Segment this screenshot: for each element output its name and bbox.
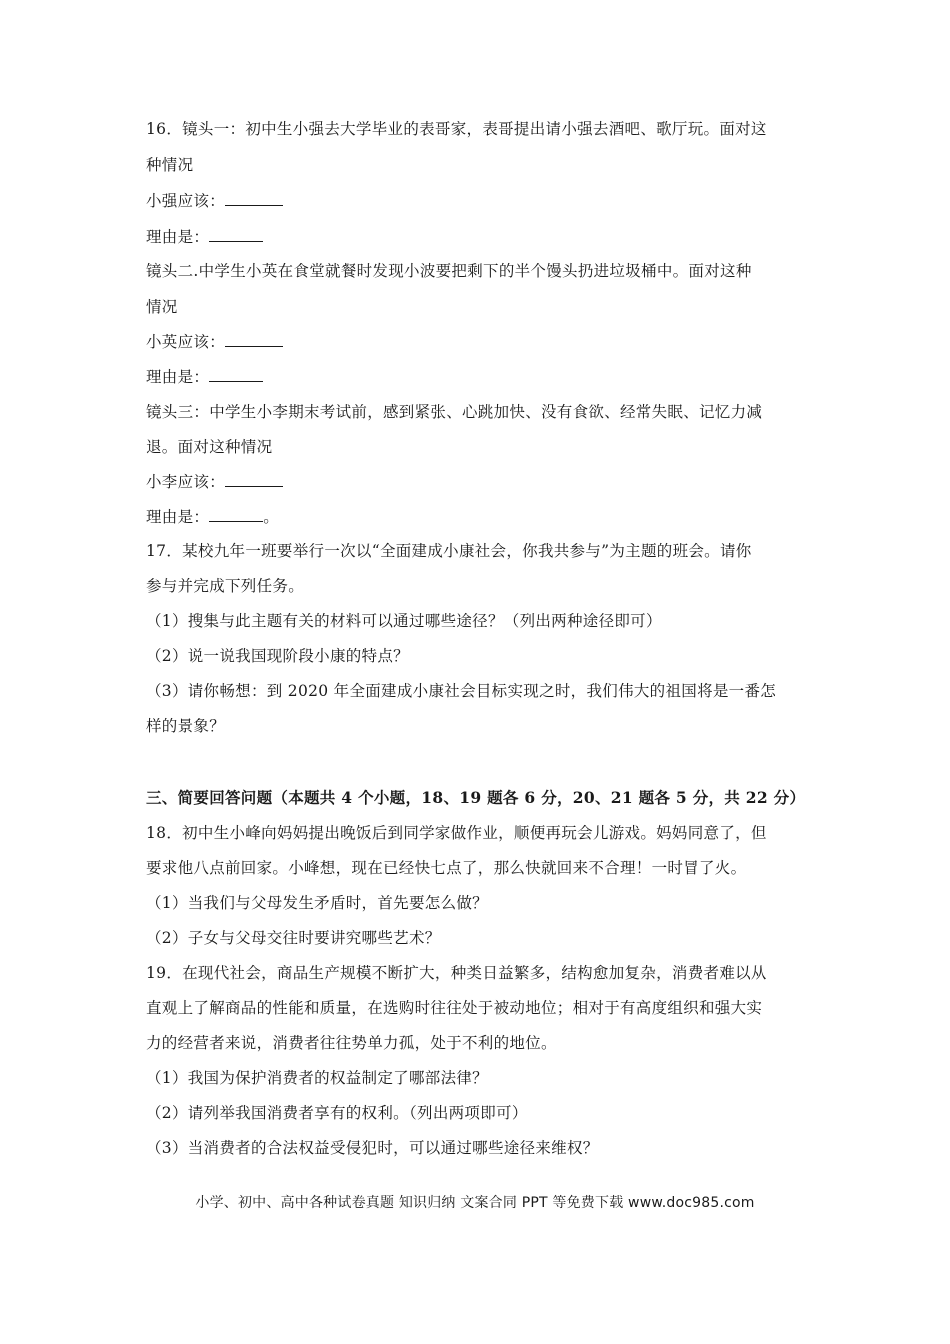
answer-blank[interactable]: [225, 191, 283, 206]
q16-reason-3-label: 理由是：: [146, 508, 210, 526]
q19-line-3: 力的经营者来说，消费者往往势单力孤，处于不利的地位。: [146, 1034, 557, 1052]
q16-line-6: 情况: [146, 298, 178, 316]
q16-xiaoqiang-should: [146, 191, 283, 211]
q19-line-1: 19．在现代社会，商品生产规模不断扩大，种类日益繁多，结构愈加复杂，消费者难以从: [146, 964, 767, 982]
q17-line-1: 17．某校九年一班要举行一次以“全面建成小康社会，你我共参与”为主题的班会。请你: [146, 542, 752, 560]
q16-reason-2: [146, 367, 263, 387]
q16-xiaoli-should: [146, 472, 283, 492]
q16-reason-1: [146, 227, 263, 247]
q19-part-2: （2）请列举我国消费者享有的权利。（列出两项即可）: [146, 1104, 528, 1122]
q16-line-2: 种情况: [146, 156, 194, 174]
q19-line-2: 直观上了解商品的性能和质量，在选购时往往处于被动地位；相对于有高度组织和强大实: [146, 999, 763, 1017]
q16-reason-3: [146, 507, 279, 527]
q18-line-2: 要求他八点前回家。小峰想，现在已经快七点了，那么快就回来不合理！一时冒了火。: [146, 859, 747, 877]
q19-part-1: （1）我国为保护消费者的权益制定了哪部法律？: [146, 1069, 488, 1087]
q18-part-1: （1）当我们与父母发生矛盾时，首先要怎么做？: [146, 894, 488, 912]
q16-line-5: 镜头二.中学生小英在食堂就餐时发现小波要把剩下的半个馒头扔进垃圾桶中。面对这种: [146, 262, 752, 280]
q16-xiaoying-should: [146, 332, 283, 352]
answer-blank[interactable]: [209, 507, 263, 522]
q16-line-10: 退。面对这种情况: [146, 438, 273, 456]
q16-xiaoqiang-should-label: 小强应该：: [146, 192, 226, 210]
q17-part-3: （3）请你畅想：到 2020 年全面建成小康社会目标实现之时，我们伟大的祖国将是一番怎: [146, 682, 777, 700]
q17-part-2: （2）说一说我国现阶段小康的特点？: [146, 647, 409, 665]
q17-line-2: 参与并完成下列任务。: [146, 577, 305, 595]
q16-line-1: 16．镜头一：初中生小强去大学毕业的表哥家，表哥提出请小强去酒吧、歌厅玩。面对这: [146, 120, 767, 138]
section-3-heading: 三、简要回答问题（本题共 4 个小题，18、19 题各 6 分，20、21 题各 5 分，共 22 分）: [146, 788, 806, 807]
q18-line-1: 18．初中生小峰向妈妈提出晚饭后到同学家做作业，顺便再玩会儿游戏。妈妈同意了，但: [146, 824, 767, 842]
q17-part-3-cont: 样的景象？: [146, 717, 226, 735]
q16-xiaoli-should-label: 小李应该：: [146, 473, 226, 491]
answer-blank[interactable]: [209, 367, 263, 382]
page-footer: 小学、初中、高中各种试卷真题 知识归纳 文案合同 PPT 等免费下载 www.doc985.com: [195, 1195, 755, 1211]
q16-xiaoying-should-label: 小英应该：: [146, 333, 226, 351]
q16-reason-1-label: 理由是：: [146, 228, 210, 246]
q19-part-3: （3）当消费者的合法权益受侵犯时，可以通过哪些途径来维权？: [146, 1139, 599, 1157]
q18-part-2: （2）子女与父母交往时要讲究哪些艺术？: [146, 929, 441, 947]
answer-blank[interactable]: [225, 332, 283, 347]
q17-part-1: （1）搜集与此主题有关的材料可以通过哪些途径？（列出两种途径即可）: [146, 612, 662, 630]
answer-blank[interactable]: [209, 227, 263, 242]
answer-blank[interactable]: [225, 472, 283, 487]
q16-reason-3-end: 。: [263, 508, 280, 526]
q16-line-9: 镜头三：中学生小李期末考试前，感到紧张、心跳加快、没有食欲、经常失眠、记忆力减: [146, 403, 763, 421]
q16-reason-2-label: 理由是：: [146, 368, 210, 386]
